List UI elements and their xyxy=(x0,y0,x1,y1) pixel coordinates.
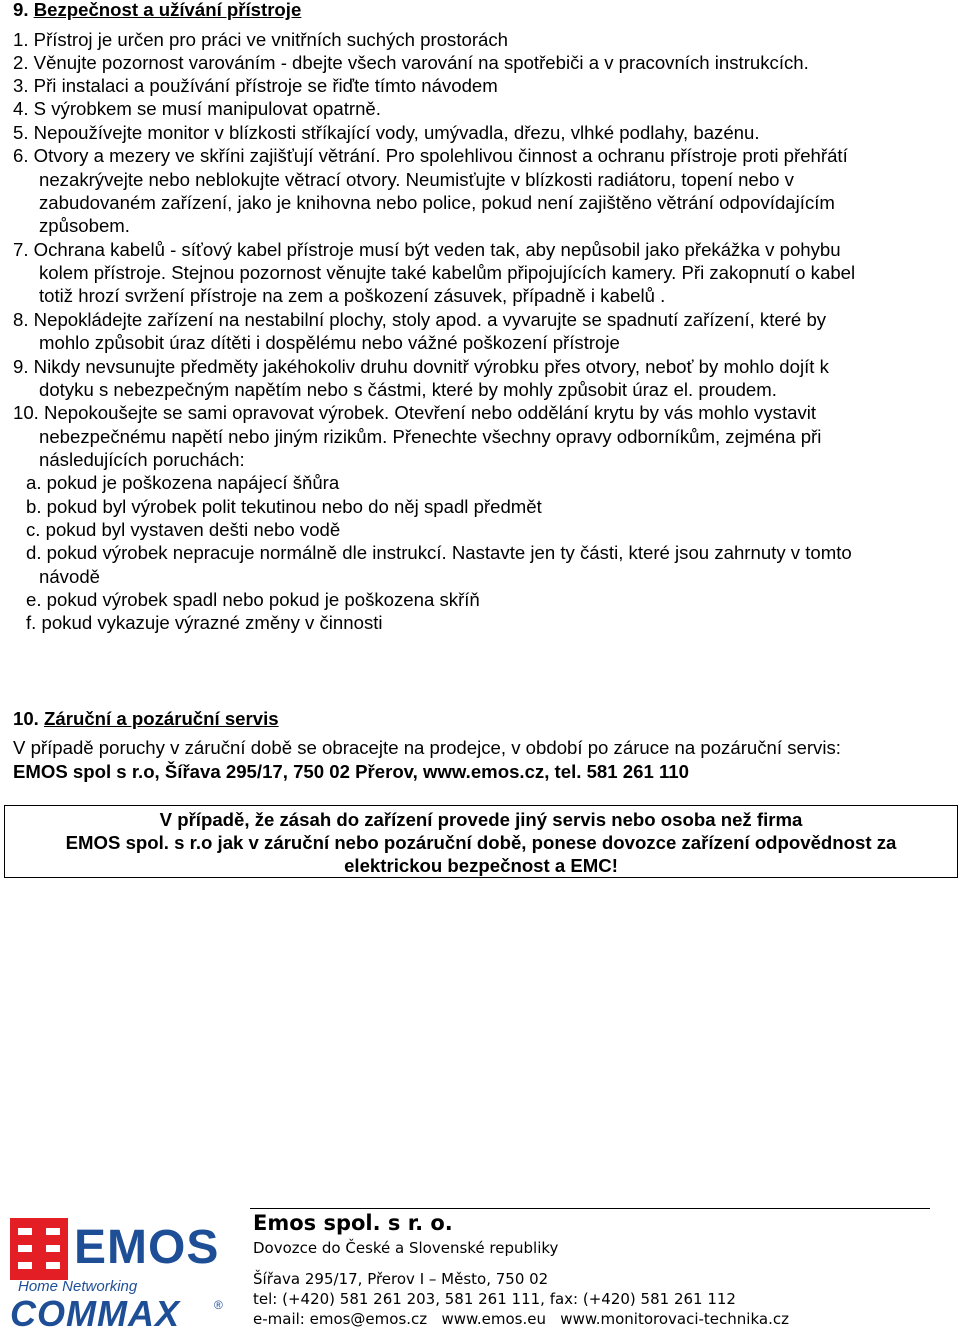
company-logo xyxy=(10,1214,226,1334)
registered-mark: ® xyxy=(214,1298,223,1312)
section-10-heading xyxy=(13,707,279,730)
list-item: návodě xyxy=(39,566,101,587)
home-networking-label: Home Networking xyxy=(18,1278,138,1295)
notice-line: EMOS spol. s r.o jak v záruční nebo pozáruční době, ponese dovozce zařízení odpovědnost za xyxy=(65,832,897,853)
list-item: d. pokud výrobek nepracuje normálně dle instrukcí. Nastavte jen ty části, které jsou zahrnuty v tomto xyxy=(26,542,852,563)
list-item: následujících poruchách: xyxy=(39,449,245,470)
list-item: 2. Věnujte pozornost varováním - dbejte všech varování na spotřebiči a v pracovních instrukcích. xyxy=(13,52,809,73)
section-9-number: 9. xyxy=(13,0,29,20)
list-item: 1. Přístroj je určen pro práci ve vnitřních suchých prostorách xyxy=(13,29,509,50)
list-item: mohlo způsobit úraz dítěti i dospělému nebo vážné poškození přístroje xyxy=(39,332,620,353)
list-item: 10. Nepokoušejte se sami opravovat výrobek. Otevření nebo oddělání krytu by vás mohlo vystavit xyxy=(13,402,817,423)
emos-logo-icon xyxy=(10,1218,68,1280)
commax-wordmark: COMMAX xyxy=(10,1293,180,1334)
list-item: 5. Nepoužívejte monitor v blízkosti stříkající vody, umývadla, dřezu, vlhké podlahy, bazénu. xyxy=(13,122,760,143)
list-item: zabudovaném zařízení, jako je knihovna nebo police, pokud není zajištěno větrání odpovídajícím xyxy=(39,192,835,213)
list-item: b. pokud byl výrobek polit tekutinou nebo do něj spadl předmět xyxy=(26,496,542,517)
list-item: 6. Otvory a mezery ve skříni zajišťují větrání. Pro spolehlivou činnost a ochranu přístroje proti přehřátí xyxy=(13,145,848,166)
list-item: 7. Ochrana kabelů - síťový kabel přístroje musí být veden tak, aby nepůsobil jako překážka v pohybu xyxy=(13,239,841,260)
notice-line: elektrickou bezpečnost a EMC! xyxy=(344,855,618,876)
list-item: kolem přístroje. Stejnou pozornost věnujte také kabelům připojujících kamery. Při zakopnutí o kabel xyxy=(39,262,856,283)
footer-subtitle: Dovozce do České a Slovenské republiky xyxy=(253,1239,559,1257)
notice-line: V případě, že zásah do zařízení provede jiný servis nebo osoba než firma xyxy=(159,809,803,830)
section-9-title: Bezpečnost a užívání přístroje xyxy=(33,0,302,20)
list-item: nebezpečnému napětí nebo jiným rizikům. Přenechte všechny opravy odborníkům, zejména při xyxy=(39,426,822,447)
list-item: totiž hrozí svržení přístroje na zem a poškození zásuvek, případně i kabelů . xyxy=(39,285,666,306)
warning-notice-box xyxy=(4,805,958,878)
list-item: e. pokud výrobek spadl nebo pokud je poškozena skříň xyxy=(26,589,480,610)
list-item: c. pokud byl vystaven dešti nebo vodě xyxy=(26,519,341,540)
list-item: 3. Při instalaci a používání přístroje se řiďte tímto návodem xyxy=(13,75,498,96)
footer-phones: tel: (+420) 581 261 203, 581 261 111, fax: (+420) 581 261 112 xyxy=(253,1290,736,1308)
footer-address: Šířava 295/17, Přerov I – Město, 750 02 xyxy=(253,1270,549,1288)
section-9-heading xyxy=(13,0,301,21)
footer-contacts: e-mail: emos@emos.cz www.emos.eu www.monitorovaci-technika.cz xyxy=(253,1310,789,1328)
footer-company-name: Emos spol. s r. o. xyxy=(253,1211,453,1235)
list-item: 8. Nepokládejte zařízení na nestabilní plochy, stoly apod. a vyvarujte se spadnutí zařízení, které by xyxy=(13,309,827,330)
section-10-number: 10. xyxy=(13,708,39,729)
service-text: V případě poruchy v záruční době se obracejte na prodejce, v období po záruce na pozáruční servis: xyxy=(13,737,841,758)
list-item: 4. S výrobkem se musí manipulovat opatrně. xyxy=(13,98,381,119)
emos-wordmark: EMOS xyxy=(74,1221,220,1274)
list-item: nezakrývejte nebo neblokujte větrací otvory. Neumisťujte v blízkosti radiátoru, topení nebo v xyxy=(39,169,794,190)
list-item: dotyku s nebezpečným napětím nebo s částmi, které by mohly způsobit úraz el. proudem. xyxy=(39,379,777,400)
section-10-title: Záruční a pozáruční servis xyxy=(44,708,279,729)
list-item: a. pokud je poškozena napájecí šňůra xyxy=(26,472,340,493)
list-item: způsobem. xyxy=(39,215,130,236)
service-contact: EMOS spol s r.o, Šířava 295/17, 750 02 Přerov, www.emos.cz, tel. 581 261 110 xyxy=(13,761,689,782)
list-item: f. pokud vykazuje výrazné změny v činnosti xyxy=(26,612,383,633)
list-item: 9. Nikdy nevsunujte předměty jakéhokoliv druhu dovnitř výrobku přes otvory, neboť by mohlo dojít k xyxy=(13,356,829,377)
